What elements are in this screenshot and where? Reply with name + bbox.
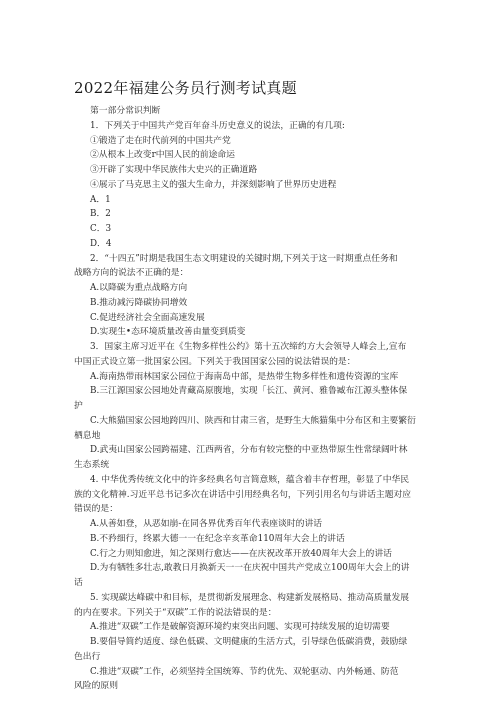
answer-option: A．1 xyxy=(90,194,111,205)
answer-option: C.行之力则知愈进，知之深则行愈达——在庆祝改革开放40周年大会上的讲话 xyxy=(90,548,392,559)
answer-option: A.以降碳为重点战略方向 xyxy=(90,283,188,293)
answer-option: A.从善如登，从恶如崩-在同各界优秀百年代表座谈时的讲话 xyxy=(90,519,323,529)
question-5 xyxy=(74,591,435,694)
document-body xyxy=(74,104,435,694)
answer-option: B.不矜细行，终累大德一一在纪念辛亥革命110周年大会上的讲话 xyxy=(90,533,345,544)
answer-option: B.三江源国家公园地处青藏高原腹地，实现「长江、黄河、雅鲁臧布江源头整体保 xyxy=(90,386,408,397)
question-stem: 3．国家主席习近平在《生物多样性公约》第十五次缔约方大会领导人峰会上,宣布 xyxy=(90,342,407,352)
answer-option-continued: 话 xyxy=(74,578,83,588)
answer-option: C．3 xyxy=(90,224,112,234)
statement-item: ②从根本上改变r中国人民的前途命运 xyxy=(90,150,235,161)
section-heading: 第一部分常识判断 xyxy=(90,106,161,116)
answer-option-continued: 风险的原则 xyxy=(74,681,118,692)
answer-option: A.推进“双碳”工作是破解资源环境约束突出问题、实现可持续发展的迫切需要 xyxy=(90,622,390,633)
answer-option: B.推动减污降碳协同增效 xyxy=(90,297,188,308)
question-2 xyxy=(74,252,435,341)
question-stem-continued: 中国正式设立第一批国家公园。下列关于我国国家公园的说法错误的是： xyxy=(74,356,356,367)
question-stem-continued: 的内在要求。下列关于“双碳”工作的说法错误的是： xyxy=(74,607,277,618)
statement-item: ①锻造了走在时代前列的中国共产党 xyxy=(90,135,231,146)
question-stem-continued: 战略方向的说法不正确的是： xyxy=(74,268,189,279)
answer-option: D.实现生•态环境质量改善由量变到质变 xyxy=(90,327,246,338)
answer-option: D．4 xyxy=(90,238,112,249)
answer-option: B．2 xyxy=(90,209,111,220)
answer-option: C.推进“双碳”工作，必须坚持全国统筹、节约优先、双轮驱动、内外畅通、防范 xyxy=(90,666,399,677)
answer-option-continued: 生态系统 xyxy=(74,460,110,470)
question-stem: 5. 实现碳达峰碳中和目标，是贯彻新发展理念、构建新发展格局、推动高质量发展 xyxy=(90,592,410,603)
answer-option: D.武夷山国家公园跨福建、江西两省，分布有较完整的中亚热带原生性常绿阔叶林 xyxy=(90,445,408,456)
question-stem: 1．下列关于中国共产党百年奋斗历史意义的说法，正确的有几项: xyxy=(90,120,345,131)
question-stem: 2．“十四五”时期是我国生态文明建设的关键时期,下列关于这一时期重点任务和 xyxy=(90,253,398,264)
question-4 xyxy=(74,473,435,591)
answer-option: A.海南热带雨林国家公园位于海南岛中部，是热带生物多样性和遗传资源的宝库 xyxy=(90,371,399,382)
answer-option: C.促进经济社会全面高速发展 xyxy=(90,312,205,323)
answer-option-continued: 栖息地 xyxy=(74,430,101,441)
question-3 xyxy=(74,340,435,473)
question-stem-continued: 族的文化精神.习近平总书记多次在讲话中引用经典名句，下列引用名句与讲话主题对应 xyxy=(74,489,412,500)
answer-option: B.要倡导简约适度、绿色低碳、文明健康的生活方式，引导绿色低碳消费，鼓励绿 xyxy=(90,637,408,647)
document-title: 2022年福建公务员行测考试真题 xyxy=(74,79,297,97)
question-1 xyxy=(90,119,435,252)
statement-item: ④展示了马克思主义的强大生命力，并深刻影响了世界历史进程 xyxy=(90,179,337,190)
answer-option: D.为有牺牲多壮志,敢教日月换新天一一在庆祝中国共产党成立100周年大会上的讲 xyxy=(90,563,410,574)
question-stem-continued: 错误的是： xyxy=(74,504,118,515)
answer-option-continued: 护 xyxy=(74,401,83,411)
answer-option-continued: 色出行 xyxy=(74,651,101,662)
answer-option: C.大熊猫国家公园地跨四川、陕西和甘肃三省，是野生大熊猫集中分布区和主要繁衍 xyxy=(90,415,416,426)
question-stem: 4. 中华优秀传统文化中的许多经典名句言简意赅，蕴含着丰存哲理，彰显了中华民 xyxy=(90,474,410,485)
statement-item: ③开辟了实现中华民族伟大史兴的正确道路 xyxy=(90,165,258,175)
